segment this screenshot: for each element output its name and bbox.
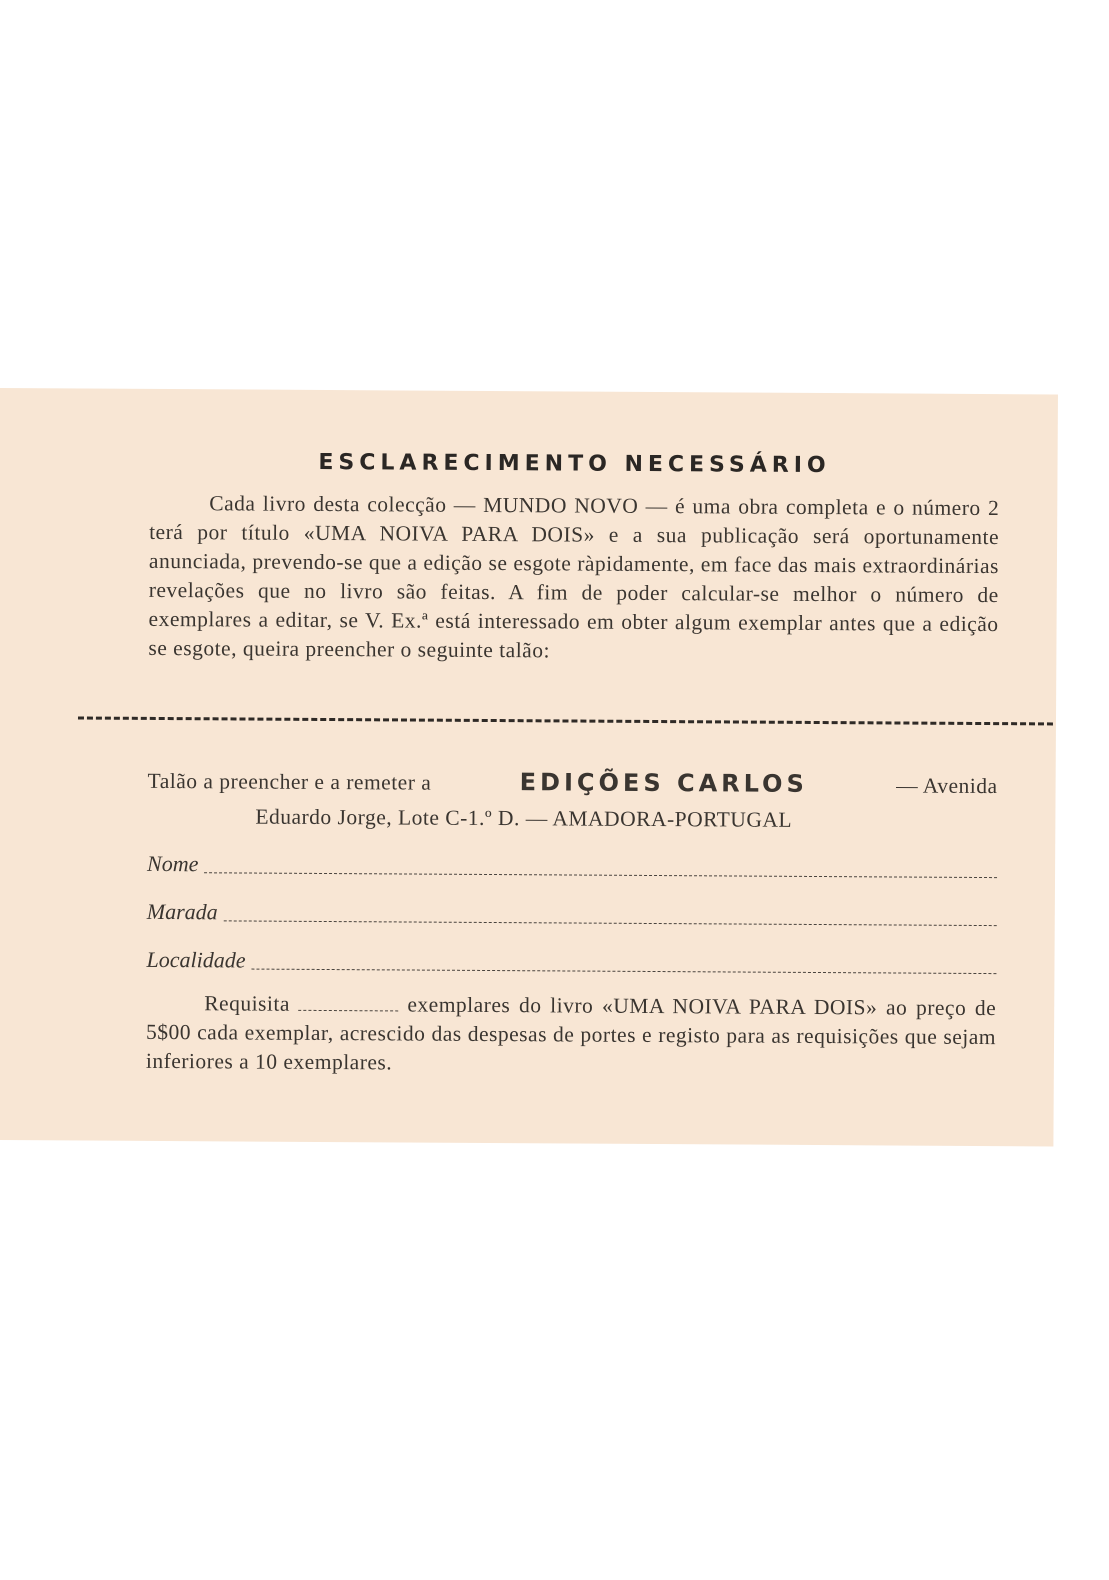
- nome-blank[interactable]: [204, 854, 997, 878]
- morada-field[interactable]: [147, 899, 997, 930]
- localidade-label: Localidade: [146, 946, 246, 973]
- talao-instructions: [147, 763, 997, 839]
- requisition-rest: exemplares do livro «UMA NOIVA PARA DOIS» ao preço de 5$00 cada exemplar, acrescido das despesas de portes e registo para as requisições que sejam inferiores a 10 exemplares.: [145, 992, 997, 1075]
- nome-label: Nome: [147, 850, 199, 877]
- company-name: EDIÇÕES CARLOS: [519, 768, 808, 798]
- heading: ESCLARECIMENTO NECESSÁRIO: [318, 449, 831, 479]
- morada-blank[interactable]: [224, 902, 997, 926]
- talao-line-1: [147, 763, 997, 804]
- talao-prefix: Talão a preencher e a remeter a: [147, 768, 432, 795]
- requisition-start: Requisita: [204, 991, 291, 1016]
- nome-field[interactable]: [147, 851, 997, 882]
- cut-line: [78, 716, 1053, 725]
- talao-suffix: — Avenida: [896, 773, 998, 799]
- intro-paragraph: Cada livro desta colecção — MUNDO NOVO — é uma obra completa e o número 2 terá por título «UMA NOIVA PARA DOIS» e a sua publicação será oportunamente anunciada, prevendo-se que a edição se esgote ràpidamente, em face das mais extraordinárias revelações que no livro são feitas. A fim de poder calcular-se melhor o número de exemplares a editar, se V. Ex.ª está interessado em obter algum exemplar antes que a edição se esgote, queira preencher o seguinte talão:: [148, 491, 1000, 663]
- morada-label: Marada: [146, 898, 218, 925]
- localidade-blank[interactable]: [251, 951, 996, 975]
- talao-address: Eduardo Jorge, Lote C-1.º D. — AMADORA-PORTUGAL: [255, 804, 793, 832]
- quantity-blank[interactable]: [299, 1006, 399, 1012]
- requisition-paragraph: [146, 989, 997, 1081]
- order-card: [0, 388, 1058, 1146]
- localidade-field[interactable]: [146, 947, 996, 978]
